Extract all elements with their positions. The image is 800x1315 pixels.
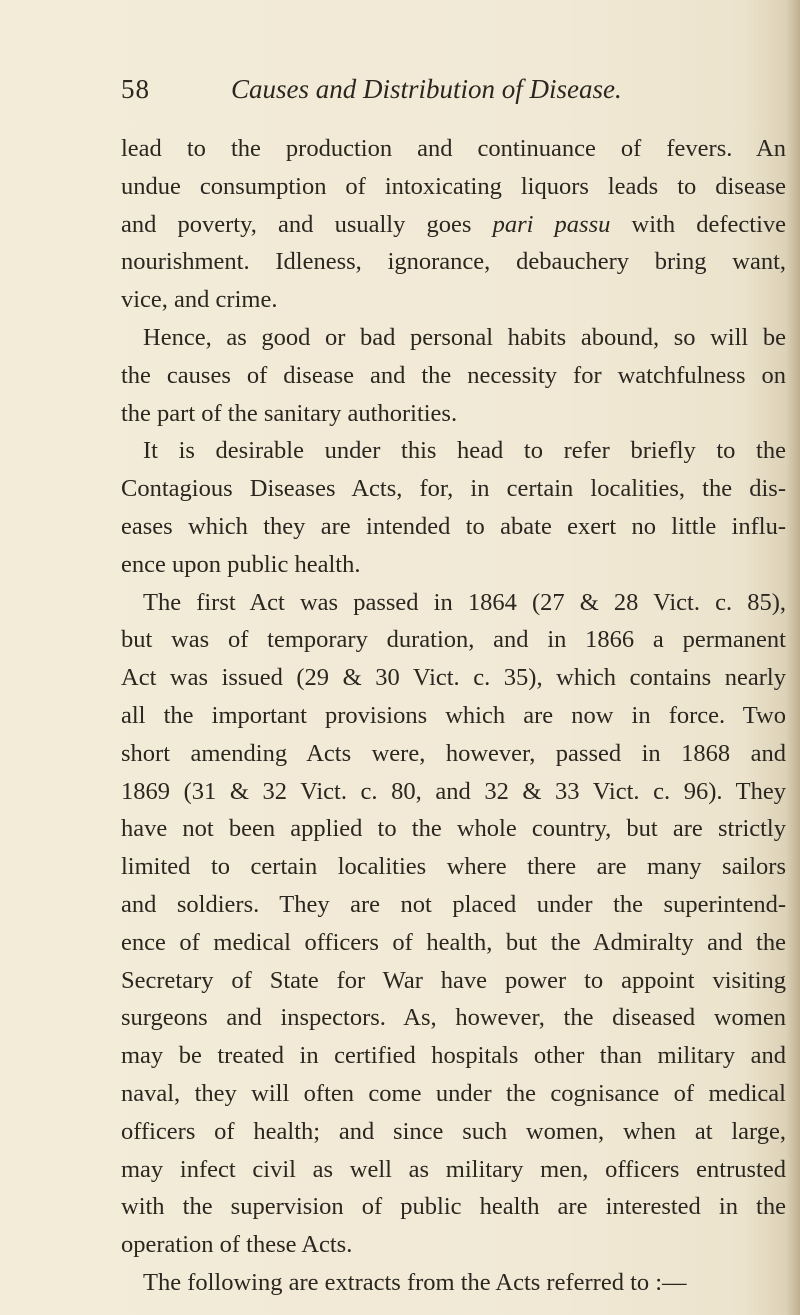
text-line: officers of health; and since such women, when at large, xyxy=(121,1117,786,1145)
text-line: Secretary of State for War have power to appoint visiting xyxy=(121,966,786,994)
text-line: and soldiers. They are not placed under the superintend- xyxy=(121,890,786,918)
text-line: ence upon public health. xyxy=(121,550,361,578)
text-line: have not been applied to the whole country, but are strictly xyxy=(121,815,786,843)
text-line: surgeons and inspectors. As, however, the diseased women xyxy=(121,1004,786,1032)
text-line: operation of these Acts. xyxy=(121,1231,353,1259)
text-line: limited to certain localities where there are many sailors xyxy=(121,853,786,881)
text-line: nourishment. Idleness, ignorance, debauchery bring want, xyxy=(121,248,786,276)
page-number: 58 xyxy=(121,74,150,104)
text-line: the part of the sanitary authorities. xyxy=(121,399,458,427)
text-line: all the important provisions which are now in force. Two xyxy=(121,701,786,729)
text-line: ence of medical officers of health, but the Admiralty and the xyxy=(121,928,786,956)
paragraph-start: It is desirable under this head to refer briefly to the xyxy=(143,437,786,465)
text-line: lead to the production and continuance of fevers. An xyxy=(121,135,786,162)
running-title: Causes and Distribution of Disease. xyxy=(231,74,622,104)
text-line: short amending Acts were, however, passed in 1868 and xyxy=(121,739,786,767)
paragraph-start: Hence, as good or bad personal habits abound, so will be xyxy=(143,323,786,351)
paragraph-start: The first Act was passed in 1864 (27 & 28 Vict. c. 85), xyxy=(143,588,786,616)
body-text xyxy=(121,130,786,1302)
text-line: Contagious Diseases Acts, for, in certain localities, the dis- xyxy=(121,475,786,503)
text-line: may be treated in certified hospitals other than military and xyxy=(121,1042,786,1070)
text-line: with the supervision of public health are interested in the xyxy=(121,1193,786,1221)
text-line: 1869 (31 & 32 Vict. c. 80, and 32 & 33 Vict. c. 96). They xyxy=(121,777,786,805)
running-head xyxy=(121,74,641,114)
text-line: naval, they will often come under the cognisance of medical xyxy=(121,1079,786,1107)
text-line: undue consumption of intoxicating liquors leads to disease xyxy=(121,172,786,200)
text-line: the causes of disease and the necessity for watchfulness on xyxy=(121,361,786,389)
latin-phrase: pari passu xyxy=(492,210,611,238)
text-line: and poverty, and usually goes pari passu with defective xyxy=(121,210,787,238)
text-line: eases which they are intended to abate exert no little influ- xyxy=(121,512,786,540)
text-line: Act was issued (29 & 30 Vict. c. 35), which contains nearly xyxy=(121,664,786,692)
text-line: may infect civil as well as military men, officers entrusted xyxy=(121,1155,786,1183)
page-edge-shadow xyxy=(786,0,800,1315)
text-line: but was of temporary duration, and in 1866 a permanent xyxy=(121,626,786,654)
text-line: vice, and crime. xyxy=(121,286,278,314)
paragraph-start: The following are extracts from the Acts referred to :— xyxy=(143,1268,687,1296)
